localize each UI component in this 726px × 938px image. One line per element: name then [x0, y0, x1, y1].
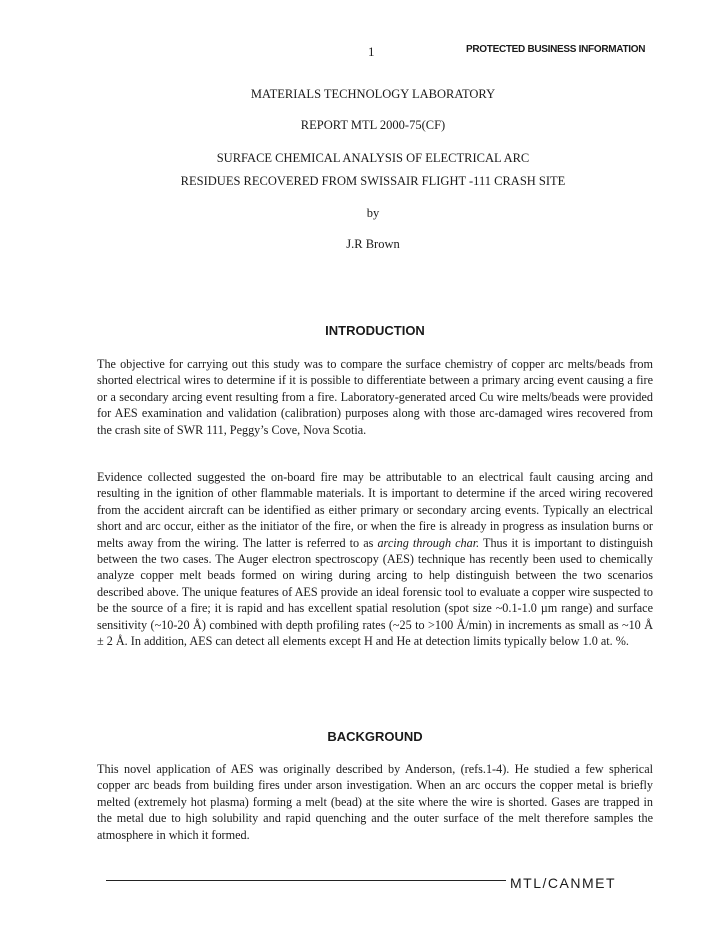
- paragraph-text: Thus it is important to distinguish between the two cases. The Auger electron spectroscopy (AES) technique has recently been used to chemically analyze copper melt beads formed on wiring during arcing to help distinguish between the two scenarios described above. The unique features of AES provide an ideal forensic tool to evaluate a copper wire suspected to be the source of a fire; it is rapid and has excellent spatial resolution (spot size ~0.1-1.0 µm range) and surface sensitivity (~10-20 Å) combined with depth profiling rates (~25 to >100 Å/min) in increments as small as ~10 Å ± 2 Å. In addition, AES can detect all elements except H and He at detection limits typically below 1.0 at. %.: [97, 535, 654, 649]
- report-title-line-2: RESIDUES RECOVERED FROM SWISSAIR FLIGHT -111 CRASH SITE: [180, 174, 566, 188]
- introduction-heading: INTRODUCTION: [325, 323, 425, 338]
- author-name: J.R Brown: [346, 237, 400, 251]
- introduction-paragraph-1: The objective for carrying out this study was to compare the surface chemistry of copper arc melts/beads from shorted electrical wires to determine if it is possible to differentiate between a primary arcing event causing a fire or a secondary arcing event resulting from a fire. Laboratory-generated arced Cu wire melts/beads were provided for AES examination and validation (calibration) purposes along with those arc-damaged wires recovered from the crash site of SWR 111, Peggy’s Cove, Nova Scotia.: [97, 357, 653, 437]
- classification-label: PROTECTED BUSINESS INFORMATION: [466, 44, 646, 55]
- report-title-line-1: SURFACE CHEMICAL ANALYSIS OF ELECTRICAL ARC: [216, 151, 530, 165]
- report-number: REPORT MTL 2000-75(CF): [300, 118, 446, 132]
- page-number: 1: [368, 44, 375, 59]
- footer-rule: [106, 880, 506, 881]
- lab-name: MATERIALS TECHNOLOGY LABORATORY: [250, 87, 496, 101]
- paragraph-text: Evidence collected suggested the on-board fire may be attributable to an electrical fault causing arcing and resulting in the ignition of other flammable materials. It is important to determine if the arced wiring recovered from the accident aircraft can be identified as either primary or secondary arcing events. Typically an electrical short and arc occur, either as the initiator of the fire, or when the fire is already in progress as insulation burns or melts away from the wiring. The latter is referred to as: [97, 470, 653, 550]
- byline-label: by: [366, 206, 380, 220]
- footer-org: MTL/CANMET: [510, 875, 616, 891]
- introduction-paragraph-2: [97, 469, 653, 649]
- background-paragraph-1: This novel application of AES was originally described by Anderson, (refs.1-4). He studied a few spherical copper arc beads from building fires under arson investigation. When an arc occurs the copper metal is briefly melted (extremely hot plasma) forming a melt (bead) at the site where the wire is shorted. Gases are trapped in the metal due to high solubility and rapid quenching and the outer surface of the melt therefore samples the atmosphere in which it formed.: [97, 762, 653, 842]
- background-heading: BACKGROUND: [327, 729, 423, 744]
- italic-term: arcing through char.: [377, 535, 480, 550]
